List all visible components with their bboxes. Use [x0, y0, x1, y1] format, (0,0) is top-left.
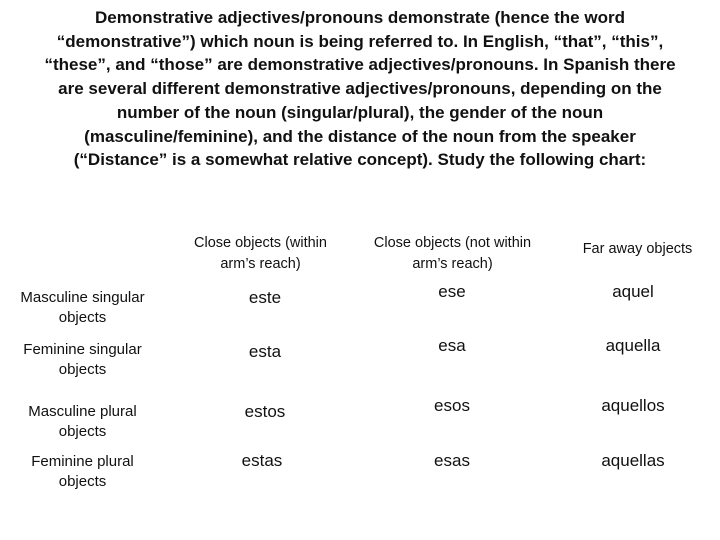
- column-header-close-not-within-reach: Close objects (not within arm’s reach): [373, 235, 532, 272]
- row-label-feminine-singular: Feminine singular objects: [23, 341, 142, 378]
- value-aquellas: aquellas: [601, 451, 665, 470]
- row-label-masculine-plural: Masculine plural objects: [28, 403, 137, 440]
- value-aquellos: aquellos: [601, 396, 665, 415]
- column-header-far-away: Far away objects: [582, 241, 693, 257]
- value-ese: ese: [438, 282, 466, 301]
- value-estos: estos: [244, 402, 286, 421]
- value-estas: estas: [241, 451, 283, 470]
- row-label-masculine-singular: Masculine singular objects: [20, 289, 145, 326]
- value-aquella: aquella: [605, 336, 661, 355]
- column-header-close-within-reach: Close objects (within arm’s reach): [194, 235, 327, 272]
- intro-paragraph: Demonstrative adjectives/pronouns demonstrate (hence the word “demonstrative”) which noun is being referred to. In English, “that”, “this”, “these”, and “those” are demonstrative adjectives/pronouns. In Spanish there are several different demonstrative adjectives/pronouns, depending on the number of the noun (singular/plural), the gender of the noun (masculine/feminine), and the distance of the noun from the speaker (“Distance” is a somewhat relative concept). Study the following chart:: [44, 8, 676, 170]
- value-este: este: [248, 288, 282, 307]
- value-esas: esas: [434, 451, 470, 470]
- row-label-feminine-plural: Feminine plural objects: [31, 453, 134, 490]
- value-esta: esta: [248, 342, 282, 361]
- value-esos: esos: [434, 396, 470, 415]
- value-esa: esa: [438, 336, 466, 355]
- value-aquel: aquel: [612, 282, 654, 301]
